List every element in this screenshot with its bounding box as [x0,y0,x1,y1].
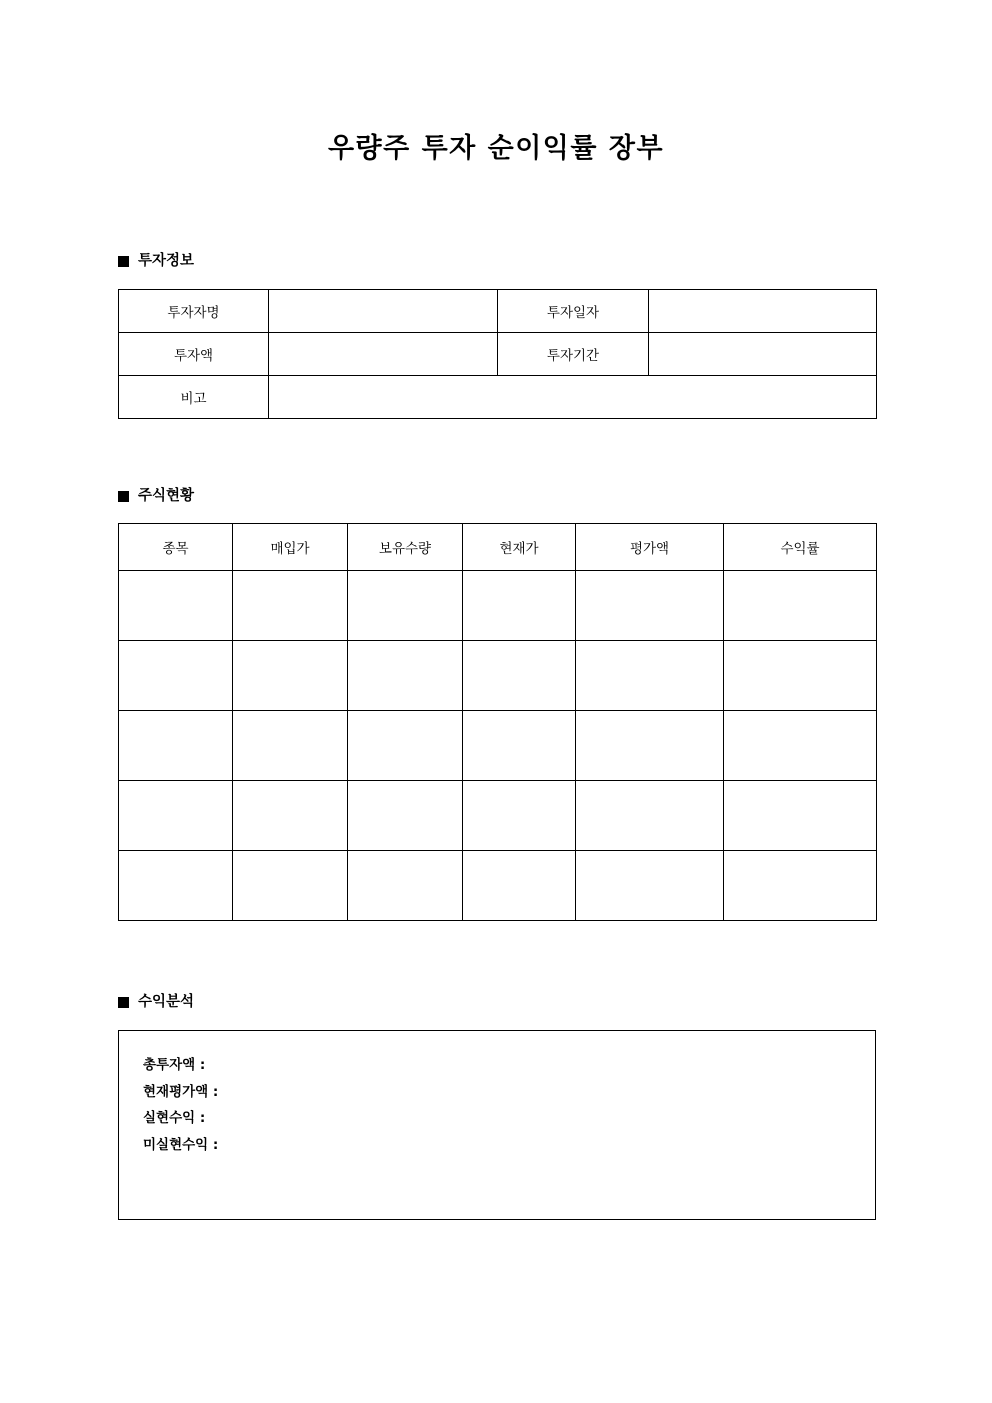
cell-current-price[interactable] [463,781,576,851]
section-heading-profit-analysis [118,992,194,1012]
investor-name-value[interactable] [269,290,498,333]
table-row [119,376,877,419]
page-title: 우량주 투자 순이익률 장부 [327,133,665,164]
bullet-square-icon [118,256,129,267]
column-header-valuation-amount: 평가액 [576,524,724,571]
section-heading-investment-info [118,251,194,271]
field-current-valuation: 현재평가액 : [143,1083,219,1100]
field-unrealized-profit: 미실현수익 : [143,1136,219,1153]
cell-holding-quantity[interactable] [348,781,463,851]
cell-purchase-price[interactable] [233,781,348,851]
bullet-square-icon [118,997,129,1008]
cell-purchase-price[interactable] [233,711,348,781]
cell-return-rate[interactable] [724,851,877,921]
cell-stock-name[interactable] [119,851,233,921]
cell-valuation-amount[interactable] [576,711,724,781]
column-header-holding-quantity: 보유수량 [348,524,463,571]
cell-valuation-amount[interactable] [576,851,724,921]
cell-stock-name[interactable] [119,571,233,641]
cell-holding-quantity[interactable] [348,571,463,641]
cell-stock-name[interactable] [119,641,233,711]
investment-date-value[interactable] [649,290,877,333]
cell-return-rate[interactable] [724,571,877,641]
cell-return-rate[interactable] [724,781,877,851]
investment-info-table [118,289,877,419]
table-row [119,781,877,851]
cell-purchase-price[interactable] [233,641,348,711]
cell-valuation-amount[interactable] [576,571,724,641]
field-total-investment: 총투자액 : [143,1057,206,1073]
cell-current-price[interactable] [463,851,576,921]
section-heading-label: 수익분석 [138,994,195,1010]
field-realized-profit: 실현수익 : [143,1110,206,1126]
profit-analysis-box[interactable] [118,1030,876,1220]
investment-period-label: 투자기간 [498,333,649,376]
cell-purchase-price[interactable] [233,851,348,921]
investor-name-label: 투자자명 [119,290,269,333]
cell-return-rate[interactable] [724,711,877,781]
cell-purchase-price[interactable] [233,571,348,641]
section-heading-label: 투자정보 [138,253,195,269]
cell-holding-quantity[interactable] [348,641,463,711]
cell-holding-quantity[interactable] [348,851,463,921]
column-header-return-rate: 수익률 [724,524,877,571]
cell-valuation-amount[interactable] [576,641,724,711]
column-header-stock-name: 종목 [119,524,233,571]
cell-holding-quantity[interactable] [348,711,463,781]
cell-stock-name[interactable] [119,711,233,781]
table-row [119,851,877,921]
investment-date-label: 투자일자 [498,290,649,333]
column-header-purchase-price: 매입가 [233,524,348,571]
bullet-square-icon [118,491,129,502]
table-header-row [119,524,877,571]
section-heading-label: 주식현황 [138,488,195,504]
profit-analysis-field-list [119,1031,875,1158]
cell-return-rate[interactable] [724,641,877,711]
stock-status-table [118,523,877,921]
investment-amount-value[interactable] [269,333,498,376]
cell-valuation-amount[interactable] [576,781,724,851]
cell-stock-name[interactable] [119,781,233,851]
section-heading-stock-status [118,486,194,506]
remark-value[interactable] [269,376,877,419]
investment-amount-label: 투자액 [119,333,269,376]
table-row [119,571,877,641]
table-row [119,290,877,333]
table-row [119,641,877,711]
remark-label: 비고 [119,376,269,419]
investment-period-value[interactable] [649,333,877,376]
column-header-current-price: 현재가 [463,524,576,571]
cell-current-price[interactable] [463,571,576,641]
cell-current-price[interactable] [463,711,576,781]
cell-current-price[interactable] [463,641,576,711]
table-row [119,333,877,376]
table-row [119,711,877,781]
